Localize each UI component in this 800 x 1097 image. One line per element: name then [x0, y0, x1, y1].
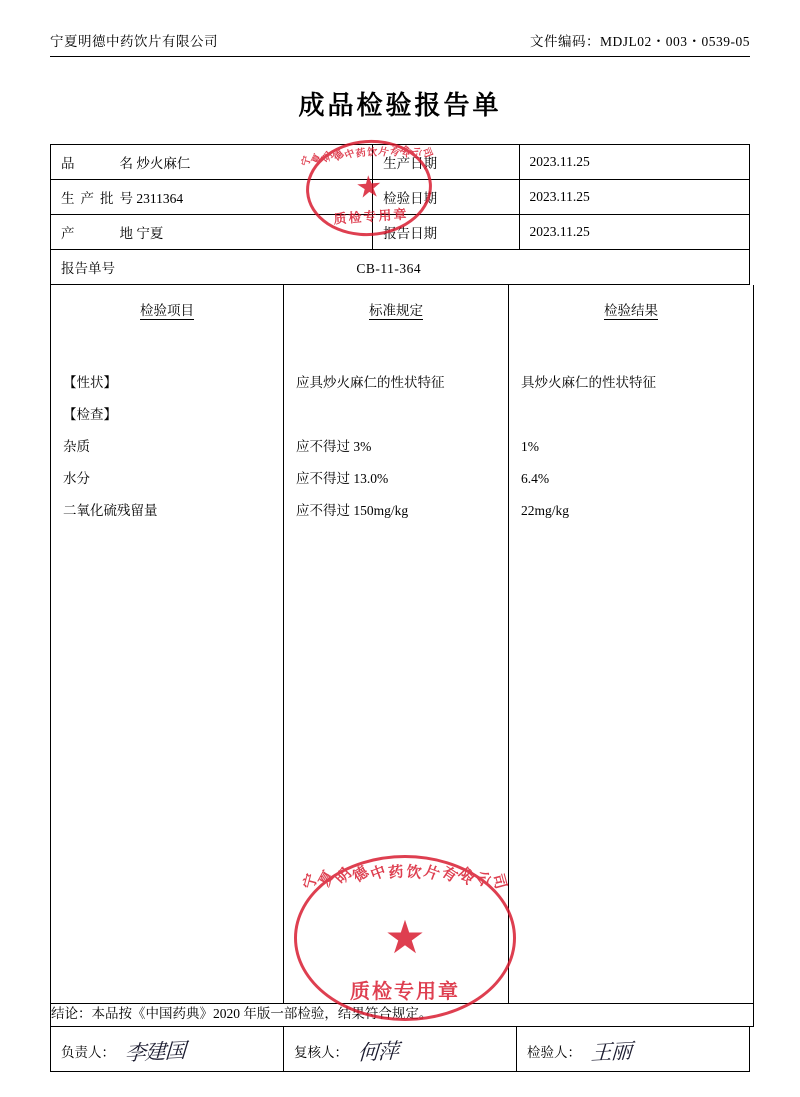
inspect-date-value-cell: 2023.11.25: [519, 180, 749, 215]
report-number-cell: [51, 250, 750, 285]
column-header-result: 检验结果: [604, 303, 658, 318]
report-date-value-cell: 2023.11.25: [519, 215, 749, 250]
origin-cell: [51, 215, 373, 250]
document-code: [530, 30, 750, 50]
product-name-cell: [51, 145, 373, 180]
owner-label: 负责人：: [61, 1045, 115, 1060]
stamp-bottom-text-small: 质检专用章: [333, 206, 409, 227]
report-number-label: 报告单号: [61, 261, 115, 276]
production-date-label-cell: 生产日期: [373, 145, 519, 180]
table-row: [51, 145, 750, 180]
standard-cell: [284, 399, 508, 431]
batch-cell: [51, 180, 373, 215]
standard-cell: 应不得过 13.0%: [296, 471, 389, 486]
item-cell: 【性状】: [63, 375, 117, 390]
stamp-arc-text-large: 宁夏明德中药饮片有限公司: [301, 863, 509, 891]
inspector-signature-cell: [517, 1027, 750, 1072]
conclusion-text: 结论：本品按《中国药典》2020 年版一部检验，结果符合规定。: [51, 1004, 754, 1027]
standard-cell: 应不得过 150mg/kg: [296, 503, 409, 518]
info-table: [50, 144, 750, 285]
standards-column: [284, 285, 509, 1004]
document-code-label: 文件编码：: [530, 34, 600, 49]
batch-value: 2311364: [136, 191, 184, 206]
table-row: [51, 250, 750, 285]
report-number-value: CB-11-364: [356, 261, 422, 276]
item-cell: 水分: [63, 471, 90, 486]
table-row: [51, 215, 750, 250]
document-header: [50, 30, 750, 57]
signature-table: [50, 1027, 750, 1072]
origin-value: 宁夏: [136, 226, 164, 241]
page-title: 成品检验报告单: [298, 91, 502, 120]
result-cell: 1%: [521, 439, 539, 454]
inspector-signature: 王丽: [590, 1038, 632, 1066]
product-name-value: 炒火麻仁: [136, 156, 191, 171]
results-row: [51, 285, 754, 1004]
report-date-label-cell: 报告日期: [373, 215, 519, 250]
owner-signature-cell: [51, 1027, 284, 1072]
review-signature: 何萍: [357, 1038, 399, 1066]
batch-label: 生产批号: [61, 191, 133, 206]
standard-cell: 应具炒火麻仁的性状特征: [296, 375, 445, 390]
result-cell: 22mg/kg: [521, 503, 570, 518]
owner-signature: 李建国: [124, 1038, 186, 1066]
stamp-arc-text-small: 宁夏明德中药饮片有限公司: [300, 144, 434, 168]
review-label: 复核人：: [294, 1045, 348, 1060]
results-column: [509, 285, 754, 1004]
conclusion-row: [51, 1004, 754, 1027]
item-cell: 二氧化硫残留量: [63, 503, 158, 518]
stamp-bottom-text-large: 质检专用章: [350, 981, 460, 1003]
company-name: 宁夏明德中药饮片有限公司: [50, 34, 218, 49]
table-row: [51, 1027, 750, 1072]
product-name-label: 品 名: [61, 156, 133, 171]
production-date-value-cell: 2023.11.25: [519, 145, 749, 180]
result-cell: [509, 399, 753, 431]
star-icon: ★: [384, 912, 426, 963]
inspector-label: 检验人：: [527, 1045, 581, 1060]
item-cell: 杂质: [63, 439, 90, 454]
standard-cell: 应不得过 3%: [296, 439, 372, 454]
column-header-item: 检验项目: [140, 303, 194, 318]
origin-label: 产 地: [61, 226, 133, 241]
document-code-value: MDJL02・003・0539-05: [600, 34, 750, 49]
star-icon: ★: [354, 170, 384, 205]
results-table: [50, 285, 754, 1027]
table-row: [51, 180, 750, 215]
column-header-standard: 标准规定: [369, 303, 423, 318]
result-cell: 具炒火麻仁的性状特征: [521, 375, 656, 390]
items-column: [51, 285, 284, 1004]
review-signature-cell: [284, 1027, 517, 1072]
result-cell: 6.4%: [521, 471, 550, 486]
item-cell: 【检查】: [63, 407, 117, 422]
inspect-date-label-cell: 检验日期: [373, 180, 519, 215]
